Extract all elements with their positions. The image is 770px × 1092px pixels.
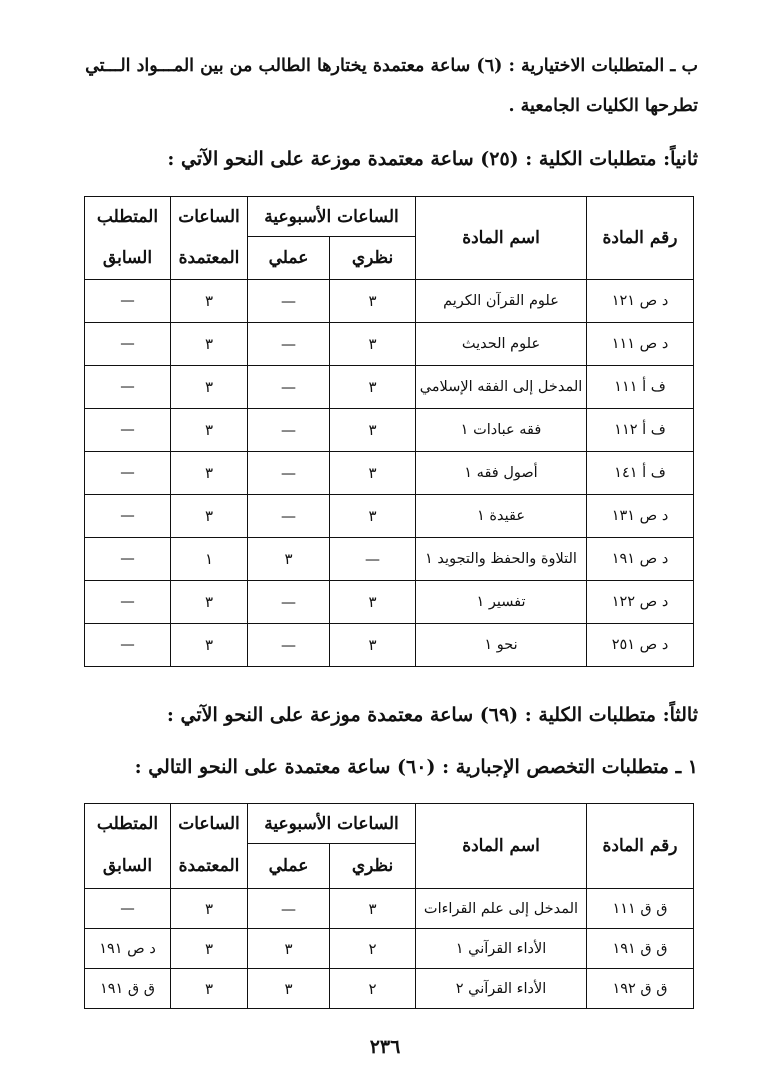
practical-hours-cell: ٣	[248, 969, 330, 1009]
course-name-cell: علوم الحديث	[416, 323, 587, 366]
section-3-subheading: ١ ـ متطلبات التخصص الإجبارية : (٦٠) ساعة معتمدة على النحو التالي :	[134, 756, 698, 778]
practical-hours-cell: ٣	[248, 929, 330, 969]
table-row	[85, 889, 694, 929]
header-weekly-hours: الساعات الأسبوعية	[248, 804, 416, 844]
course-name-cell: نحو ١	[416, 624, 587, 667]
prerequisite-cell: —	[85, 366, 171, 409]
theory-hours-cell: ٣	[330, 495, 416, 538]
header-prerequisite-bottom: السابق	[85, 844, 171, 889]
course-code-cell: د ص ١٩١	[587, 538, 694, 581]
practical-hours-cell: —	[248, 323, 330, 366]
course-code-cell: ق ق ١٩١	[587, 929, 694, 969]
course-name-cell: الأداء القرآني ٢	[416, 969, 587, 1009]
header-prerequisite-top: المتطلب	[85, 197, 171, 237]
table-row	[85, 323, 694, 366]
header-prerequisite-bottom: السابق	[85, 237, 171, 280]
header-course-code: رقم المادة	[587, 804, 694, 889]
prerequisite-cell: د ص ١٩١	[85, 929, 171, 969]
credit-hours-cell: ١	[171, 538, 248, 581]
theory-hours-cell: ٣	[330, 409, 416, 452]
header-credit-hours-bottom: المعتمدة	[171, 237, 248, 280]
intro-line-1: ب ـ المتطلبات الاختيارية : (٦) ساعة معتمدة يختارها الطالب من بين المـــواد الـــتي	[85, 56, 698, 76]
section-2-heading: ثانياً: متطلبات الكلية : (٢٥) ساعة معتمدة موزعة على النحو الآتي :	[167, 148, 698, 170]
course-code-cell: د ص ١٢١	[587, 280, 694, 323]
table-row	[85, 280, 694, 323]
course-name-cell: عقيدة ١	[416, 495, 587, 538]
header-weekly-hours: الساعات الأسبوعية	[248, 197, 416, 237]
practical-hours-cell: —	[248, 280, 330, 323]
credit-hours-cell: ٣	[171, 495, 248, 538]
practical-hours-cell: —	[248, 581, 330, 624]
practical-hours-cell: —	[248, 452, 330, 495]
theory-hours-cell: ٣	[330, 366, 416, 409]
credit-hours-cell: ٣	[171, 889, 248, 929]
theory-hours-cell: ٣	[330, 581, 416, 624]
course-code-cell: ف أ ١١٢	[587, 409, 694, 452]
credit-hours-cell: ٣	[171, 624, 248, 667]
course-name-cell: التلاوة والحفظ والتجويد ١	[416, 538, 587, 581]
table-row	[85, 452, 694, 495]
credit-hours-cell: ٣	[171, 581, 248, 624]
practical-hours-cell: —	[248, 409, 330, 452]
theory-hours-cell: ٣	[330, 452, 416, 495]
intro-line-2: تطرحها الكليات الجامعية .	[508, 96, 698, 116]
course-name-cell: علوم القرآن الكريم	[416, 280, 587, 323]
prerequisite-cell: —	[85, 409, 171, 452]
header-course-name: اسم المادة	[416, 804, 587, 889]
table-row	[85, 538, 694, 581]
section-3-heading: ثالثاً: متطلبات الكلية : (٦٩) ساعة معتمدة موزعة على النحو الآتي :	[166, 704, 698, 726]
header-credit-hours-bottom: المعتمدة	[171, 844, 248, 889]
table-row	[85, 624, 694, 667]
theory-hours-cell: —	[330, 538, 416, 581]
credit-hours-cell: ٣	[171, 366, 248, 409]
course-code-cell: د ص ١٢٢	[587, 581, 694, 624]
specialization-requirements-table	[84, 803, 694, 1009]
prerequisite-cell: ق ق ١٩١	[85, 969, 171, 1009]
credit-hours-cell: ٣	[171, 323, 248, 366]
header-prerequisite-top: المتطلب	[85, 804, 171, 844]
course-code-cell: د ص ٢٥١	[587, 624, 694, 667]
prerequisite-cell: —	[85, 323, 171, 366]
header-practical: عملي	[248, 844, 330, 889]
credit-hours-cell: ٣	[171, 929, 248, 969]
practical-hours-cell: —	[248, 366, 330, 409]
course-name-cell: تفسير ١	[416, 581, 587, 624]
table-row	[85, 969, 694, 1009]
course-name-cell: المدخل إلى الفقه الإسلامي	[416, 366, 587, 409]
theory-hours-cell: ٣	[330, 323, 416, 366]
header-course-name: اسم المادة	[416, 197, 587, 280]
page-number: ٢٣٦	[369, 1036, 401, 1058]
header-theory: نظري	[330, 237, 416, 280]
prerequisite-cell: —	[85, 889, 171, 929]
course-code-cell: ف أ ١١١	[587, 366, 694, 409]
theory-hours-cell: ٢	[330, 929, 416, 969]
table-row	[85, 366, 694, 409]
course-code-cell: د ص ١٣١	[587, 495, 694, 538]
prerequisite-cell: —	[85, 495, 171, 538]
practical-hours-cell: —	[248, 495, 330, 538]
table-row	[85, 409, 694, 452]
credit-hours-cell: ٣	[171, 452, 248, 495]
practical-hours-cell: —	[248, 624, 330, 667]
table-row	[85, 581, 694, 624]
credit-hours-cell: ٣	[171, 280, 248, 323]
credit-hours-cell: ٣	[171, 409, 248, 452]
practical-hours-cell: —	[248, 889, 330, 929]
header-practical: عملي	[248, 237, 330, 280]
course-name-cell: فقه عبادات ١	[416, 409, 587, 452]
header-credit-hours-top: الساعات	[171, 197, 248, 237]
practical-hours-cell: ٣	[248, 538, 330, 581]
theory-hours-cell: ٣	[330, 280, 416, 323]
theory-hours-cell: ٣	[330, 624, 416, 667]
course-name-cell: الأداء القرآني ١	[416, 929, 587, 969]
table-row	[85, 495, 694, 538]
table-row	[85, 929, 694, 969]
course-name-cell: المدخل إلى علم القراءات	[416, 889, 587, 929]
prerequisite-cell: —	[85, 452, 171, 495]
course-code-cell: ق ق ١٩٢	[587, 969, 694, 1009]
prerequisite-cell: —	[85, 280, 171, 323]
prerequisite-cell: —	[85, 581, 171, 624]
header-credit-hours-top: الساعات	[171, 804, 248, 844]
header-course-code: رقم المادة	[587, 197, 694, 280]
header-theory: نظري	[330, 844, 416, 889]
course-name-cell: أصول فقه ١	[416, 452, 587, 495]
theory-hours-cell: ٢	[330, 969, 416, 1009]
college-requirements-table	[84, 196, 694, 667]
credit-hours-cell: ٣	[171, 969, 248, 1009]
theory-hours-cell: ٣	[330, 889, 416, 929]
course-code-cell: د ص ١١١	[587, 323, 694, 366]
course-code-cell: ق ق ١١١	[587, 889, 694, 929]
course-code-cell: ف أ ١٤١	[587, 452, 694, 495]
prerequisite-cell: —	[85, 538, 171, 581]
prerequisite-cell: —	[85, 624, 171, 667]
